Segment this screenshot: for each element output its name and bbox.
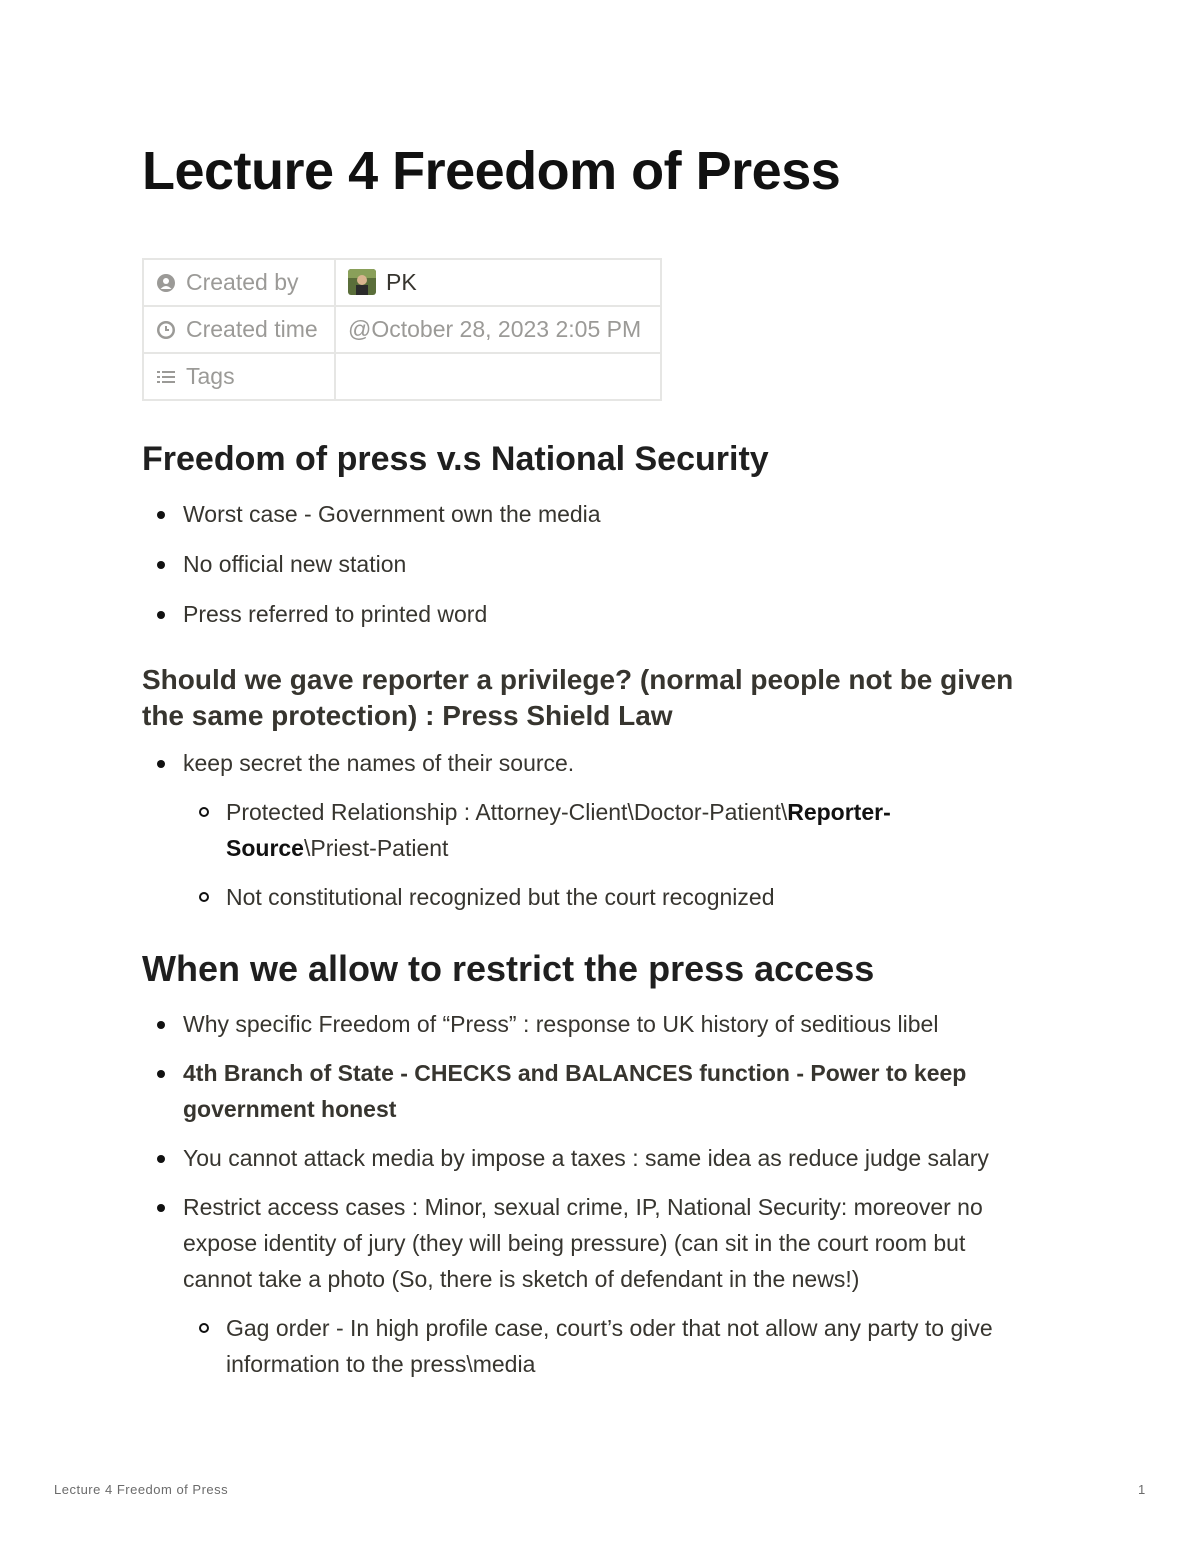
list-icon bbox=[156, 367, 176, 387]
highlighted-list-item: 4th Branch of State - CHECKS and BALANCES function - Power to keep government honest bbox=[142, 1055, 1062, 1127]
section-restrict-access bbox=[142, 948, 1062, 990]
list-item: keep secret the names of their source. bbox=[142, 745, 1062, 781]
bullet-list bbox=[142, 745, 1062, 915]
sub-list-item: Gag order - In high profile case, court’s oder that not allow any party to give information to the press\media bbox=[142, 1310, 1062, 1382]
list-item: Worst case - Government own the media bbox=[142, 496, 1062, 532]
page-number: 1 bbox=[1138, 1482, 1146, 1497]
property-key: Created time bbox=[143, 306, 335, 353]
list-item: Press referred to printed word bbox=[142, 596, 1062, 632]
avatar bbox=[348, 269, 376, 295]
property-key: Created by bbox=[143, 259, 335, 306]
property-key: Tags bbox=[143, 353, 335, 400]
property-value[interactable]: PK bbox=[335, 259, 661, 306]
sub-list-item: Not constitutional recognized but the court recognized bbox=[142, 879, 1062, 915]
property-row bbox=[143, 306, 661, 353]
property-row bbox=[143, 353, 661, 400]
list-item: You cannot attack media by impose a taxes : same idea as reduce judge salary bbox=[142, 1140, 1062, 1176]
section-national-security bbox=[142, 440, 1062, 479]
sub-list-item: Protected Relationship : Attorney-Client\Doctor-Patient\Reporter- Source\Priest-Patient bbox=[142, 794, 1062, 866]
clock-icon bbox=[156, 320, 176, 340]
section-shield-law bbox=[142, 662, 1062, 734]
bullet-list bbox=[142, 1006, 1062, 1382]
page-title: Lecture 4 Freedom of Press bbox=[142, 141, 841, 201]
subsection-heading: Should we gave reporter a privilege? (normal people not be given the same protection) : Press Shield Law bbox=[142, 664, 1014, 731]
property-value[interactable]: @October 28, 2023 2:05 PM bbox=[335, 306, 661, 353]
footer-title: Lecture 4 Freedom of Press bbox=[54, 1482, 229, 1497]
property-row bbox=[143, 259, 661, 306]
property-value[interactable] bbox=[335, 353, 661, 400]
list-item: No official new station bbox=[142, 546, 1062, 582]
properties-table bbox=[142, 258, 662, 401]
section-heading: When we allow to restrict the press access bbox=[142, 948, 875, 989]
list-item: Restrict access cases : Minor, sexual crime, IP, National Security: moreover no expose identity of jury (they will being pressure) (can sit in the court room but cannot take a photo (So, there is sketch of defendant in the news!) bbox=[142, 1189, 1062, 1297]
list-item: Why specific Freedom of “Press” : response to UK history of seditious libel bbox=[142, 1006, 1062, 1042]
user-icon bbox=[156, 273, 176, 293]
bullet-list bbox=[142, 496, 1062, 632]
section-heading: Freedom of press v.s National Security bbox=[142, 440, 769, 478]
